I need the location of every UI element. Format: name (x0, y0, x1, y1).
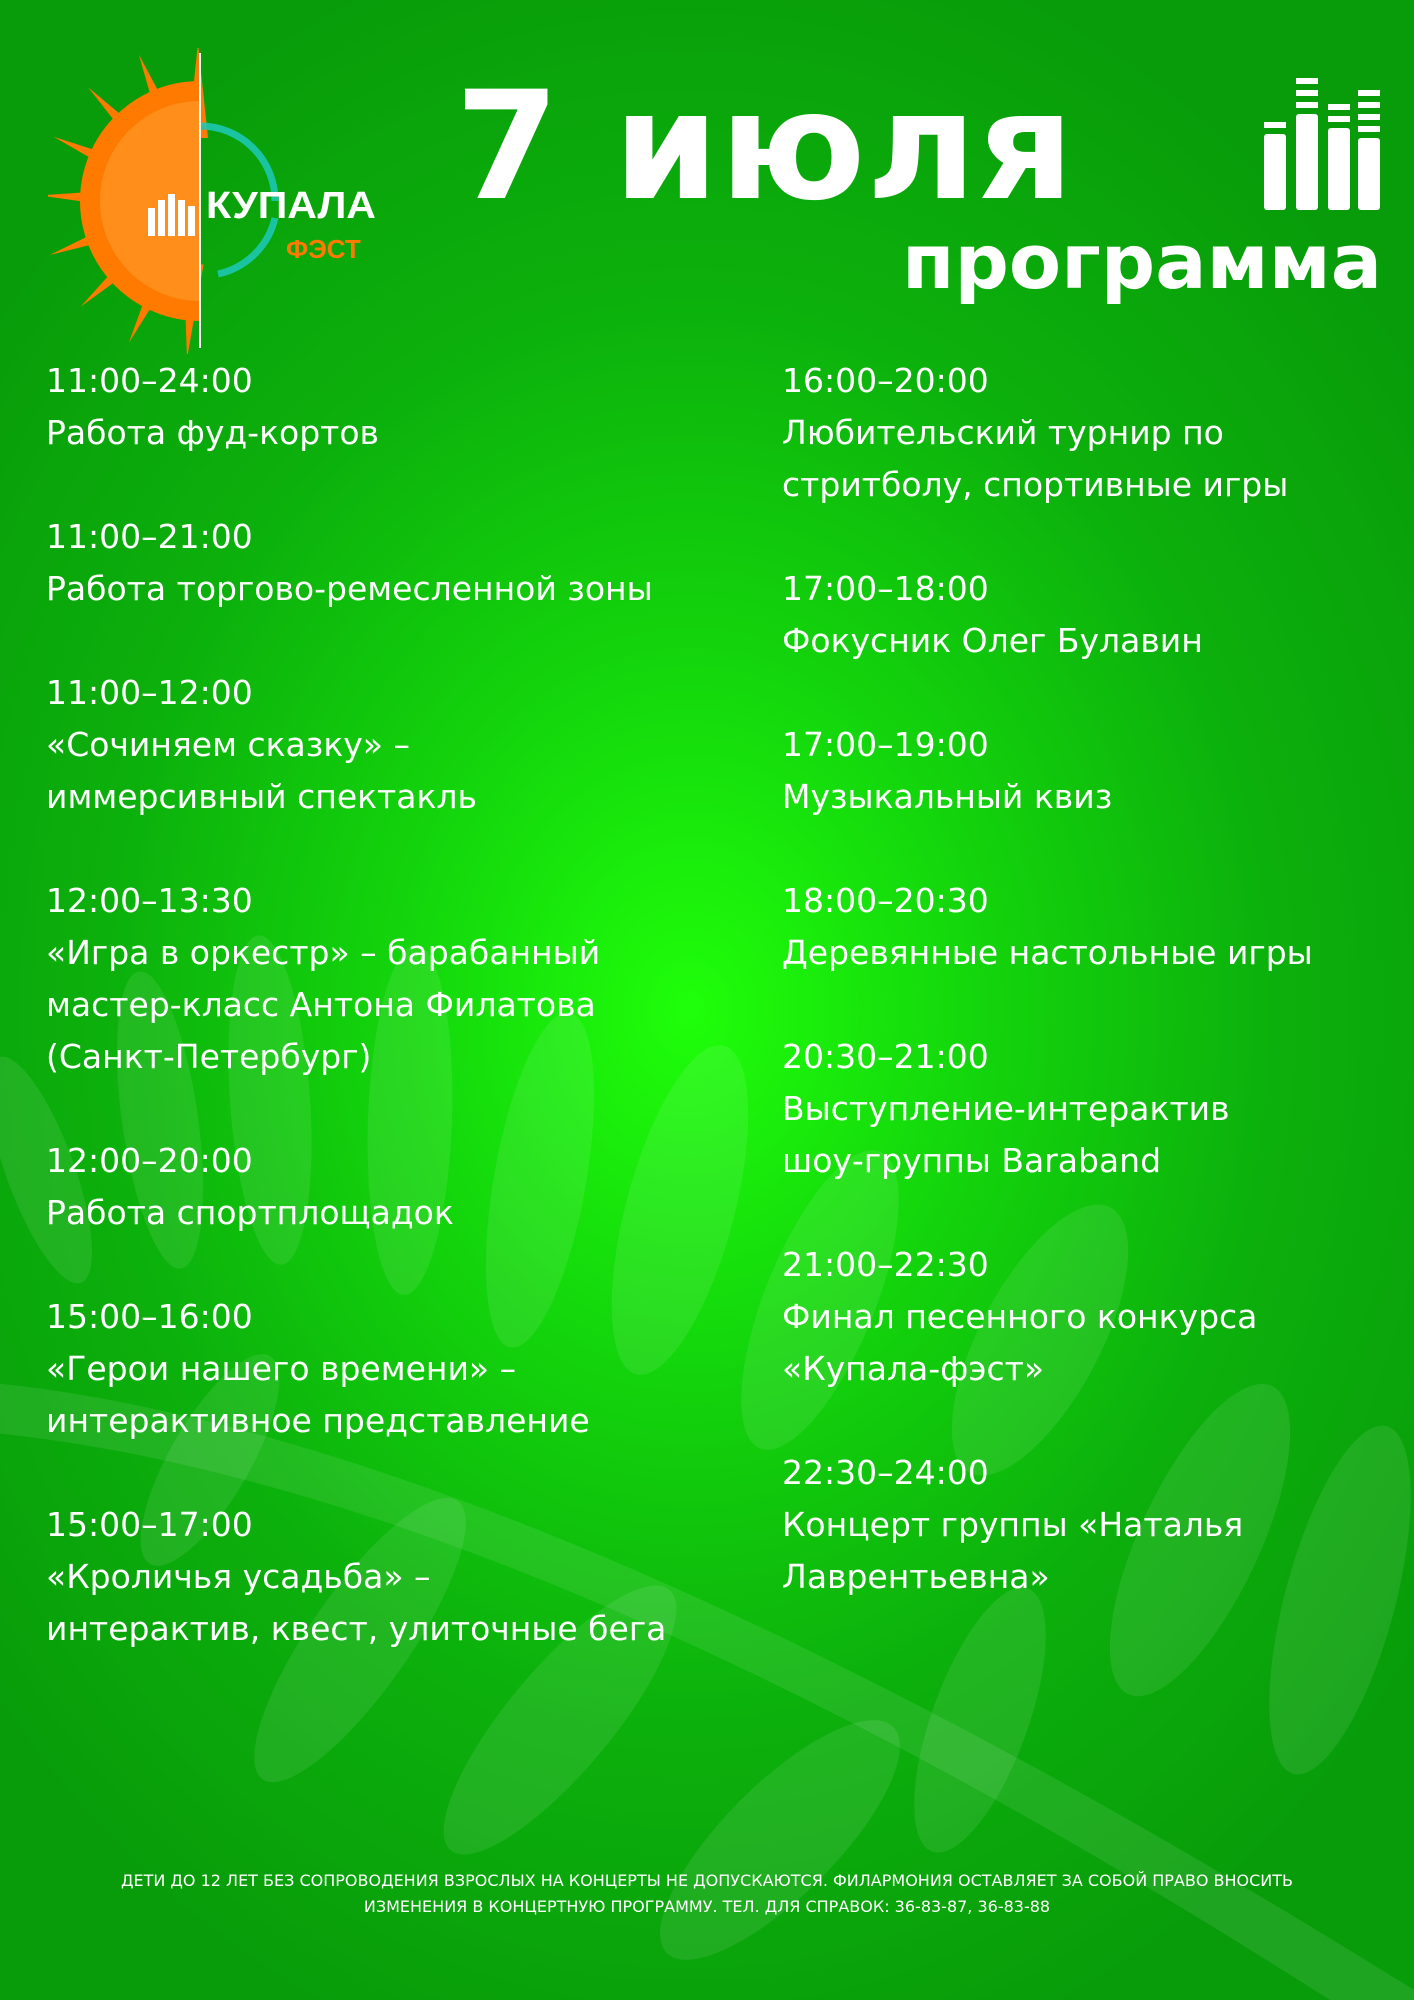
festival-logo (48, 48, 388, 354)
logo-sub: ФЭСТ (286, 234, 361, 264)
program-item (782, 563, 1382, 667)
event-time: 17:00–18:00 (782, 569, 989, 608)
event-description: «Игра в оркестр» – барабанный мастер-класс Антона Филатова (Санкт-Петербург) (46, 933, 601, 1076)
program-item (46, 1135, 736, 1239)
program-right-column (782, 355, 1382, 1655)
event-time: 12:00–13:30 (46, 881, 253, 920)
program-item (46, 875, 736, 1083)
program-item (782, 1239, 1382, 1395)
page-subtitle: программа (901, 217, 1382, 306)
program-item (46, 1499, 736, 1655)
event-time: 11:00–21:00 (46, 517, 253, 556)
equalizer-icon (1264, 78, 1380, 210)
event-time: 12:00–20:00 (46, 1141, 253, 1180)
event-time: 11:00–12:00 (46, 673, 253, 712)
footer-disclaimer: ДЕТИ ДО 12 ЛЕТ БЕЗ СОПРОВОДЕНИЯ ВЗРОСЛЫХ НА КОНЦЕРТЫ НЕ ДОПУСКАЮТСЯ. ФИЛАРМОНИЯ ОСТАВЛЯЕТ ЗА СОБОЙ ПРАВО ВНОСИТЬ ИЗМЕНЕНИЯ В КОНЦЕРТНУЮ ПРОГРАММУ. ТЕЛ. ДЛЯ СПРАВОК: 36-83-87, 36-83-88 (120, 1871, 1294, 1916)
program-item (782, 1031, 1382, 1187)
program-item (782, 875, 1382, 979)
event-time: 16:00–20:00 (782, 361, 989, 400)
event-description: Финал песенного конкурса «Купала-фэст» (782, 1297, 1258, 1388)
event-time: 15:00–16:00 (46, 1297, 253, 1336)
event-description: Концерт группы «Наталья Лаврентьевна» (782, 1505, 1244, 1596)
event-description: Фокусник Олег Булавин (782, 621, 1203, 660)
event-description: «Герои нашего времени» – интерактивное представление (46, 1349, 590, 1440)
event-description: Работа фуд-кортов (46, 413, 379, 452)
event-time: 17:00–19:00 (782, 725, 989, 764)
event-time: 15:00–17:00 (46, 1505, 253, 1544)
program-item (782, 719, 1382, 823)
program-item (46, 667, 736, 823)
program-left-column (46, 355, 736, 1707)
event-time: 18:00–20:30 (782, 881, 989, 920)
program-item (782, 1447, 1382, 1603)
event-description: «Сочиняем сказку» – иммерсивный спектакль (46, 725, 477, 816)
event-description: «Кроличья усадьба» – интерактив, квест, улиточные бега (46, 1557, 667, 1648)
event-description: Работа спортплощадок (46, 1193, 454, 1232)
program-item (46, 1291, 736, 1447)
event-description: Деревянные настольные игры (782, 933, 1313, 972)
event-time: 20:30–21:00 (782, 1037, 989, 1076)
event-time: 11:00–24:00 (46, 361, 253, 400)
event-description: Любительский турнир по стритболу, спортивные игры (782, 413, 1289, 504)
event-description: Работа торгово-ремесленной зоны (46, 569, 653, 608)
event-description: Музыкальный квиз (782, 777, 1113, 816)
event-date: 7 июля (455, 60, 1075, 234)
logo-name: КУПАЛА (206, 185, 376, 227)
program-item (46, 355, 736, 459)
event-time: 22:30–24:00 (782, 1453, 989, 1492)
event-description: Выступление-интерактив шоу-группы Baraband (782, 1089, 1230, 1180)
program-item (782, 355, 1382, 511)
program-item (46, 511, 736, 615)
event-time: 21:00–22:30 (782, 1245, 989, 1284)
